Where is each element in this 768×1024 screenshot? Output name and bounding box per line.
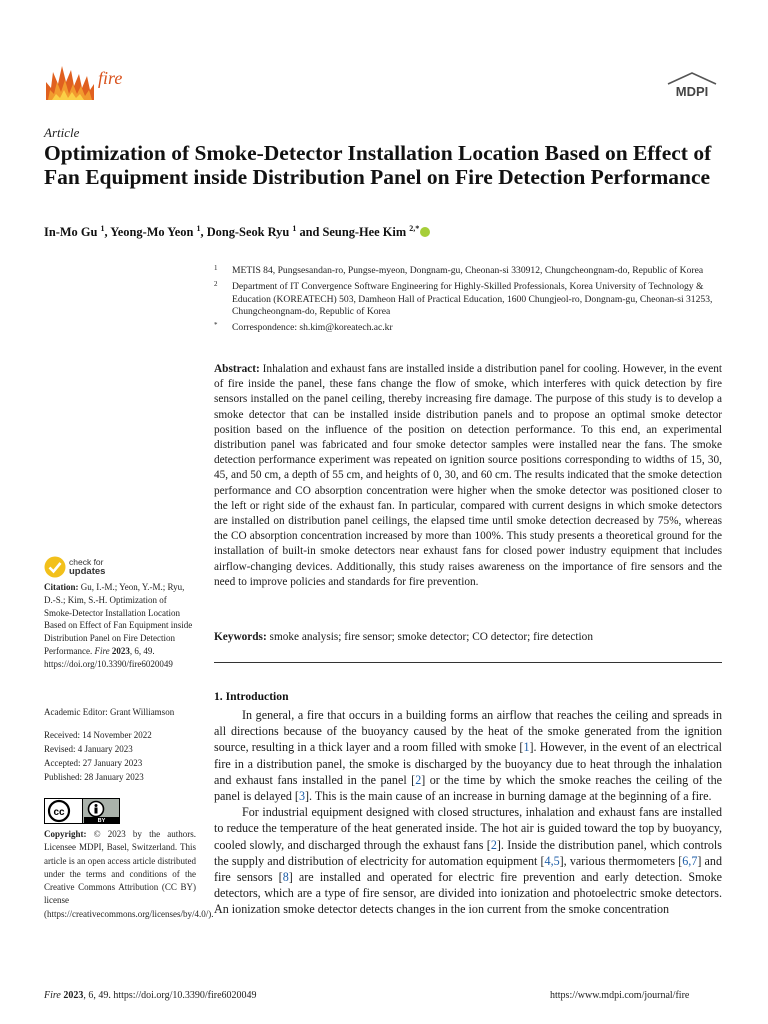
affiliation-text: Correspondence: sh.kim@koreatech.ac.kr [232,322,393,334]
text-run: ] and fire sensors [ [214,853,723,885]
abstract-label: Abstract: [214,363,260,375]
copyright-label: Copyright: [44,829,87,839]
text-run: In general, a fire that occurs in a building forms an airflow that reaches the ceiling and spreads in all directions because of the buoyancy caused by the heat of the smoke generated from the ignition source, resulting in a thick layer and a room filled with smoke [ [214,708,722,755]
citation-link[interactable]: 6,7 [682,853,698,868]
paragraph [214,707,722,804]
affiliation-number: * [214,321,218,330]
keywords-text: smoke analysis; fire sensor; smoke detector; CO detector; fire detection [269,631,593,643]
citation-label: Citation: [44,582,79,592]
orcid-icon[interactable] [420,227,430,237]
mdpi-logo-icon[interactable] [664,70,720,100]
cc-by-license-icon[interactable] [44,798,120,824]
citation-link[interactable]: 2 [415,772,422,787]
affiliation-text: Department of IT Convergence Software Engineering for Highly-Skilled Professionals, Korea University of Technology & Education (KOREATECH) 503, Damheon Hall of Practical Education, 1600 Chungjeol-ro, Dongnam-gu, Cheonan-si 31253, Chungcheongnam-do, Republic of Korea [232,280,713,318]
citation-rest[interactable]: , 6, 49. https://doi.org/10.3390/fire6020049 [44,645,173,669]
affiliation-item [214,322,724,335]
affiliation-number: 1 [214,264,218,272]
text-run: ]. Inside the distribution panel, which controls the supply and distribution of electricity for automation equipment [ [214,837,722,868]
keywords [214,630,722,645]
citation-journal: Fire [94,645,110,656]
text-run: ]. This is the main cause of an increase in burning damage at the beginning of a fire. [305,789,712,804]
text-run: ] are installed and operated for electric fire prevention and early detection. Smoke detectors, which are a type of fire sensor, are divided into ionization and photoelectric smoke detectors. An ionization smoke detector detects changes in the ion current from the smoke concentration [214,870,722,917]
abstract-text: Inhalation and exhaust fans are installed inside a distribution panel for cooling. However, in the event of fire inside the panel, these fans change the flow of smoke, which interferes with quick detection by fire sensors installed on the panel ceiling, thereby increasing fire damage. The purpose of this study is to develop a smoke detector that can be installed inside distribution panels and to propose an optimal smoke detector position based on the influence of the position on detection performance. To this end, an experimental distribution panel was fabricated and four smoke detector samples were installed near the fans. The smoke detection performance experiment was repeated on ignition source positions corresponding to widths of 15, 30, 45, and 50 cm, a depth of 55 cm, and heights of 0, 30, and 60 cm. The results indicated that the smoke detection performance and CO absorption concentration were higher when the smoke detector was positioned closer to the left or right side of the exhaust fan. In particular, compared with current designs in which smoke detectors are installed on distribution panel ceilings, the elapsed time until smoke detection decreased by 75%, whereas the CO absorption concentration increased by more than 100%. This study presents a theoretical ground for the installation of built-in smoke detectors near exhaust fans for closed power industry equipment that includes airflow-changing devices. Additionally, this study raises awareness on the importance of fire sensors and the need to improve policies and standards for fire prevention. [214,363,722,588]
abstract [214,362,722,590]
affiliation-mark: 2,* [409,224,420,233]
text-run: ]. However, in the event of an electrical fire in a distribution panel, the smoke is discharged by the buoyancy due to heat through the inhalation and exhaust fans installed in the panel [ [214,740,722,787]
journal-name: fire [98,68,123,88]
date-received: Received: 14 November 2022 [44,730,152,740]
academic-editor: Academic Editor: Grant Williamson [44,707,175,717]
author-name: Yeong-Mo Yeon [110,225,194,240]
introduction-body [214,707,722,918]
copyright-text: © 2023 by the authors. Licensee MDPI, Basel, Switzerland. This article is an open access article distributed under the terms and conditions of the Creative Commons Attribution (CC BY) license (https://creativecommons.org/licenses/by/4.0/). [44,829,214,919]
citation-link[interactable]: 3 [298,789,306,804]
author-list [44,224,734,240]
date-revised: Revised: 4 January 2023 [44,743,133,754]
keywords-label: Keywords: [214,631,267,643]
text-run: ], various thermometers [ [559,853,683,868]
author-separator: and [296,225,323,240]
text-run: ] or the time by which the smoke reaches the ceiling of the panel is delayed [ [214,772,723,804]
footer-citation [44,990,257,1001]
publisher-name: MDPI [675,84,709,99]
updates-label-line1: check for [69,557,104,567]
citation-year: 2023 [111,645,130,656]
text-run: For industrial equipment designed with closed structures, inhalation and exhaust fans are installed to reduce the temperature of the heat generated inside. The hot air is guided toward the top by buoyancy, cooled slowly, and discharged through the exhaust fans [ [214,805,722,852]
svg-text:cc: cc [53,807,65,818]
check-for-updates-badge[interactable] [44,556,118,578]
affiliation-item [214,281,724,319]
affiliation-number: 2 [214,279,218,288]
section-divider [214,662,722,663]
updates-label-line2: updates [69,566,106,577]
author-name: In-Mo Gu [44,225,98,240]
footer-year: 2023 [63,990,84,1001]
copyright-notice [44,828,214,921]
affiliation-mark: 1 [292,224,297,233]
affiliation-text: METIS 84, Pungsesandan-ro, Pungse-myeon, Dongnam-gu, Cheonan-si 330912, Chungcheongnam-do, Republic of Korea [232,265,704,276]
footer-journal-url[interactable]: https://www.mdpi.com/journal/fire [550,990,690,1001]
check-for-updates-icon [44,556,66,578]
article-title: Optimization of Smoke-Detector Installation Location Based on Effect of Fan Equipment inside Distribution Panel on Fire Detection Performance [44,141,712,189]
affiliation-mark: 1 [100,224,105,233]
paragraph [214,804,722,917]
cc-by-label: BY [97,818,106,824]
section-heading: 1. Introduction [214,690,289,703]
citation-link[interactable]: 4,5 [544,853,560,868]
fire-journal-logo-icon [44,60,96,102]
citation-link[interactable]: 2 [490,837,497,852]
citation-link[interactable]: 8 [282,870,289,885]
date-accepted: Accepted: 27 January 2023 [44,757,143,768]
article-type: Article [44,125,80,140]
footer-journal: Fire [44,990,61,1001]
affiliation-item [214,265,724,278]
affiliation-mark: 1 [196,224,201,233]
author-name: Seung-Hee Kim [322,225,407,240]
citation-link[interactable]: 1 [523,740,530,755]
affiliations [214,265,724,338]
author-separator: , [104,225,111,240]
citation-block [44,581,196,671]
footer-doi[interactable]: , 6, 49. https://doi.org/10.3390/fire6020049 [83,990,257,1001]
publication-dates [44,729,196,785]
citation-text: Gu, I.-M.; Yeon, Y.-M.; Ryu, D.-S.; Kim, S.-H. Optimization of Smoke-Detector Installation Location Based on Effect of Fan Equipment inside Distribution Panel on Fire Detection Performance. [44,582,193,656]
author-separator: , [200,225,207,240]
author-name: Dong-Seok Ryu [206,225,290,240]
date-published: Published: 28 January 2023 [44,771,144,782]
